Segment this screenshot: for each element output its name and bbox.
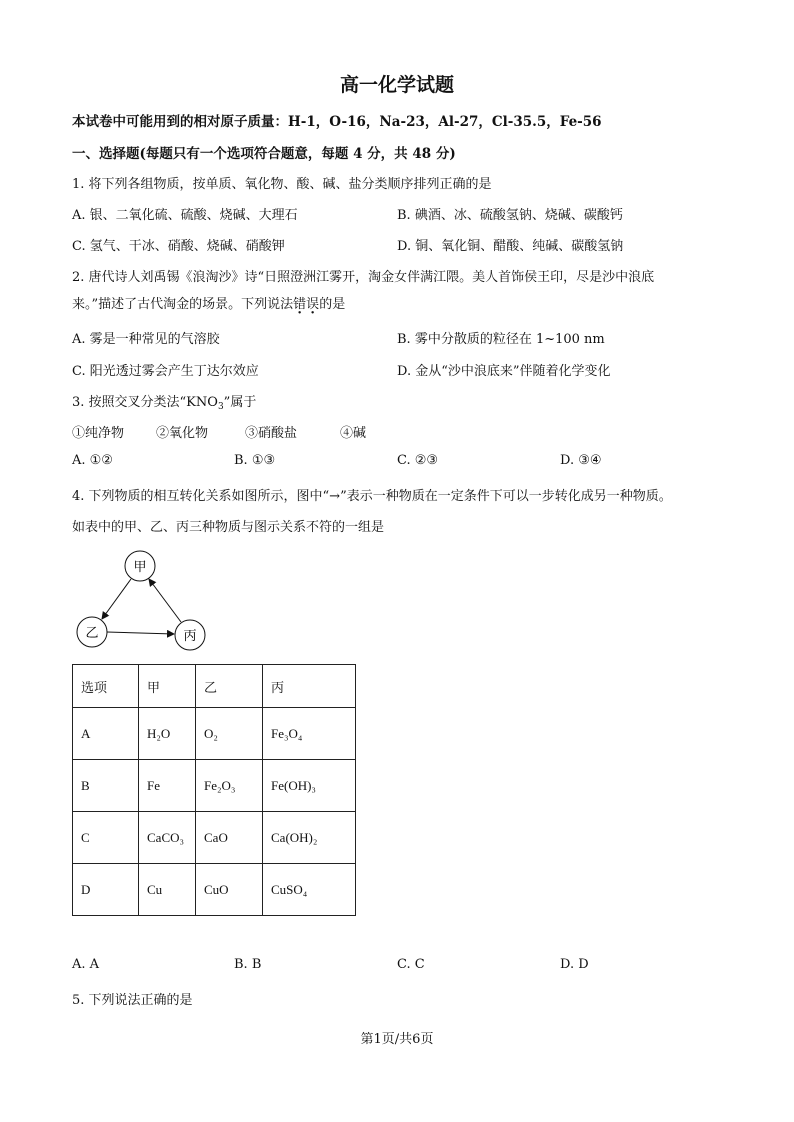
section-heading: 一、选择题(每题只有一个选项符合题意，每题 4 分，共 48 分) [72,146,456,162]
table-cell-yi: CaO [196,812,263,864]
arrow-yi-to-bing [107,632,174,634]
q1-option-d: D. 铜、氧化铜、醋酸、纯碱、碳酸氢钠 [397,239,624,254]
q3-option-a: A. ①② [72,453,113,468]
q2-option-c: C. 阳光透过雾会产生丁达尔效应 [72,364,259,379]
table-cell-option: A [73,708,139,760]
table-cell-yi: CuO [196,864,263,916]
q4-option-a: A. A [72,957,100,972]
table-cell-yi: Fe₂O₃ [196,760,263,812]
page-footer: 第1页/共6页 [360,1032,434,1047]
q2-stem-line2: 来。”描述了古代淘金的场景。下列说法错误的是 [72,297,346,312]
q2-option-a: A. 雾是一种常见的气溶胶 [72,332,220,347]
q3-option-b: B. ①③ [234,453,276,468]
q3-stem: 3. 按照交叉分类法“$KNO_3$”属于 [72,395,257,412]
table-row [73,864,356,916]
q3-item-4: ④碱 [340,426,367,441]
q1-stem: 1. 将下列各组物质，按单质、氧化物、酸、碱、盐分类顺序排列正确的是 [72,177,492,192]
conversion-diagram [70,545,230,657]
table-header-cell: 甲 [139,665,196,708]
q2-stem-line1: 2. 唐代诗人刘禹锡《浪淘沙》诗“日照澄洲江雾开，淘金女伴满江隈。美人首饰侯王印，尽是沙中浪底 [72,270,655,285]
node-jia-label: 甲 [133,560,147,575]
table-header-cell: 丙 [263,665,356,708]
q5-stem: 5. 下列说法正确的是 [72,993,193,1008]
q2-option-b: B. 雾中分散质的粒径在 1~100 nm [397,332,605,347]
table-row [73,812,356,864]
q4-stem-line2: 如表中的甲、乙、丙三种物质与图示关系不符的一组是 [72,520,385,535]
node-bing-label: 丙 [183,629,197,644]
table-cell-bing: CuSO₄ [263,864,356,916]
q4-option-d: D. D [560,957,589,972]
q1-option-c: C. 氢气、干冰、硝酸、烧碱、硝酸钾 [72,239,285,254]
q2-option-d: D. 金从“沙中浪底来”伴随着化学变化 [397,364,611,379]
table-header-cell: 选项 [73,665,139,708]
q3-item-3: ③硝酸盐 [245,426,298,441]
table-cell-option: C [73,812,139,864]
q1-option-a: A. 银、二氧化硫、硫酸、烧碱、大理石 [72,208,298,223]
table-cell-bing: Ca(OH)₂ [263,812,356,864]
q3-item-1: ①纯净物 [72,426,125,441]
node-yi-label: 乙 [85,626,99,641]
table-header-row [73,665,356,708]
table-cell-jia: CaCO₃ [139,812,196,864]
table-header-cell: 乙 [196,665,263,708]
table-row [73,708,356,760]
table-cell-option: B [73,760,139,812]
table-cell-yi: O₂ [196,708,263,760]
table-cell-bing: Fe₃O₄ [263,708,356,760]
arrow-bing-to-jia [149,579,181,622]
table-cell-jia: H₂O [139,708,196,760]
q4-option-c: C. C [397,957,425,972]
table-cell-bing: Fe(OH)₃ [263,760,356,812]
q1-option-b: B. 碘酒、冰、硫酸氢钠、烧碱、碳酸钙 [397,208,623,223]
emphasis-char: 错 [293,297,307,312]
table-cell-option: D [73,864,139,916]
q3-option-c: C. ②③ [397,453,439,468]
emphasis-char: 误 [306,297,320,312]
atomic-mass-note: 本试卷中可能用到的相对原子质量：H-1，O-16，Na-23，Al-27，Cl-35.5，Fe-56 [72,114,602,130]
arrow-jia-to-yi [102,579,131,619]
table-cell-jia: Cu [139,864,196,916]
q3-item-2: ②氧化物 [156,426,209,441]
q4-option-b: B. B [234,957,262,972]
table-cell-jia: Fe [139,760,196,812]
q3-option-d: D. ③④ [560,453,602,468]
q4-options-table [72,664,356,916]
table-row [73,760,356,812]
q4-stem-line1: 4. 下列物质的相互转化关系如图所示，图中“→”表示一种物质在一定条件下可以一步转化成另一种物质。 [72,489,672,504]
page-title: 高一化学试题 [339,74,454,96]
